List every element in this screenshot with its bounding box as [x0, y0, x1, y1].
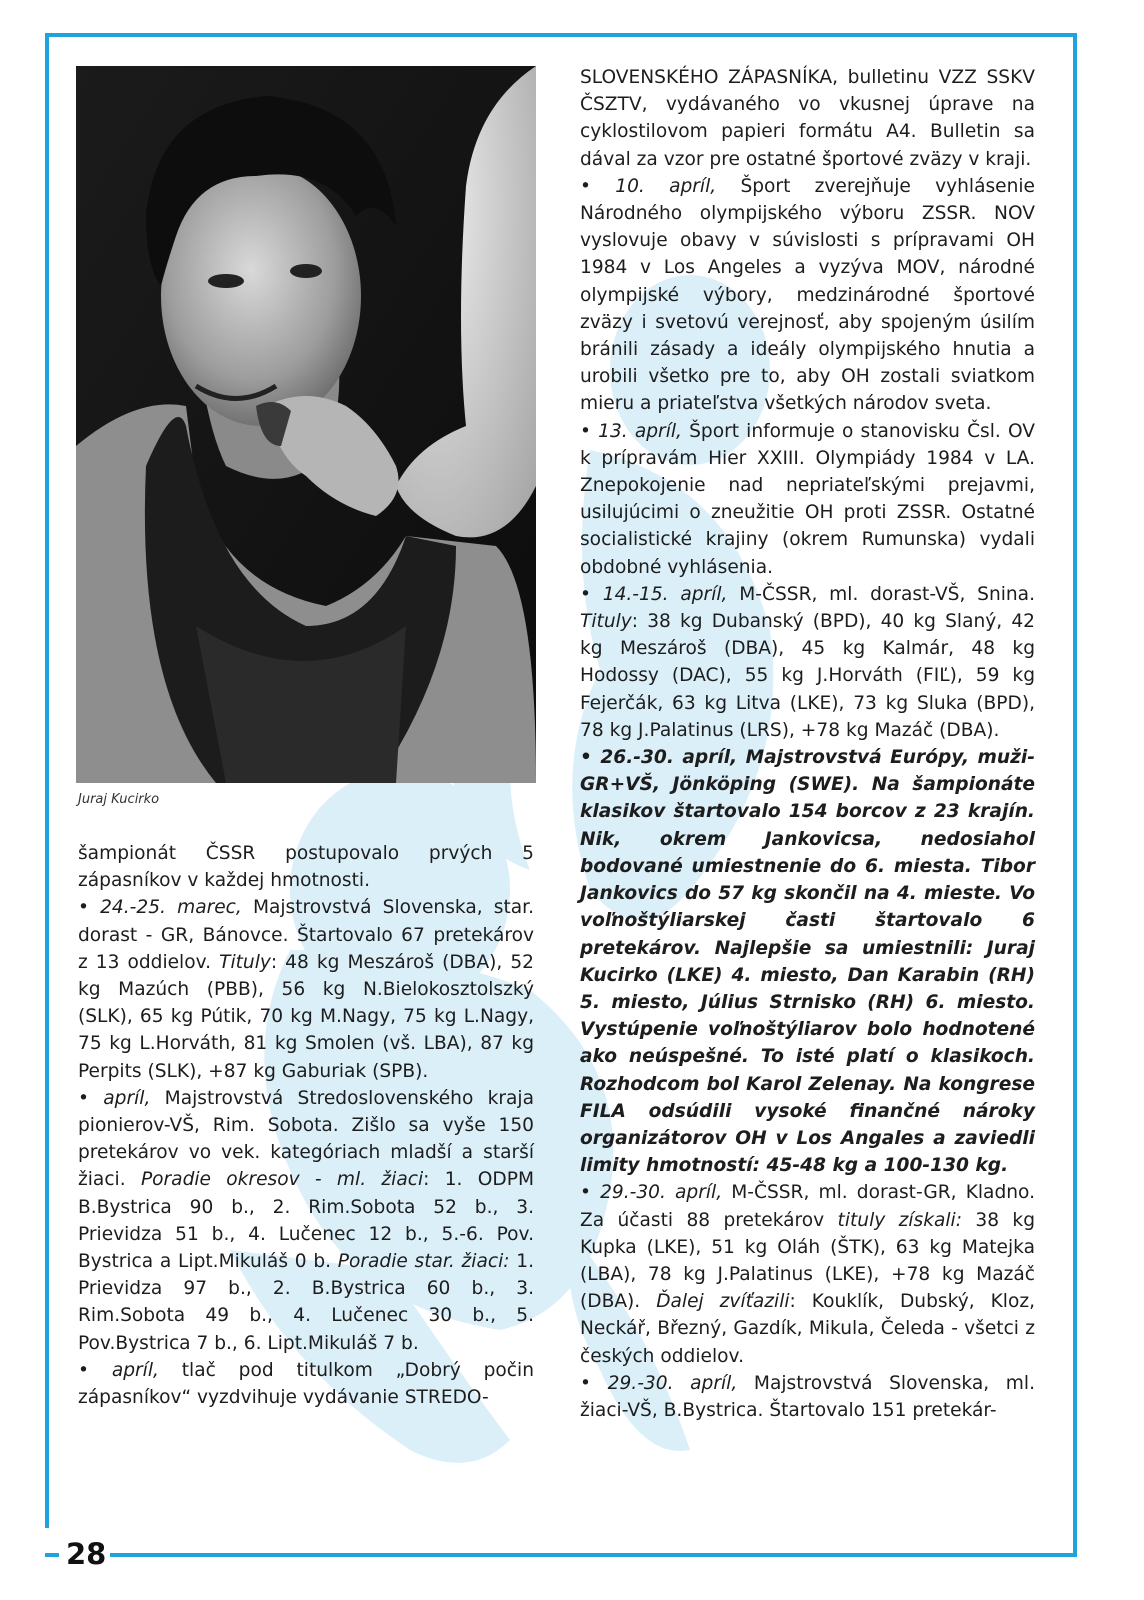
entry-april-10: • 10. apríl, Šport zverejňuje vyhlásenie Národného olympijského výboru ZSSR. NOV vyslovuje obavy v súvislosti s prípravami OH 1984 v Los Angeles a vyzýva MOV, národné olympijské výbory, medzinárodné športové zväzy i svetovú verejnosť, aby spojeným úsilím bránili zásady a ideály olympijského hnutia a urobili všetko pre to, aby OH zostali sviatkom mieru a priateľstva všetkých národov sveta.: [580, 175, 1035, 415]
page-frame-bottom: [110, 1553, 1077, 1557]
entry-date: • apríl,: [78, 1359, 159, 1381]
left-column: [78, 840, 534, 1411]
entry-april-29-kladno: • 29.-30. apríl, M-ČSSR, ml. dorast-GR, Kladno. Za účasti 88 pretekárov tituly získali: 38 kg Kupka (LKE), 51 kg Oláh (ŠTK), 63 kg Matejka (LBA), 78 kg J.Palatinus (LKE), +78 kg Mazáč (DBA). Ďalej zvíťazili: Kouklík, Dubský, Kloz, Neckář, Březný, Gazdík, Mikula, Čeleda - všetci z českých oddielov.: [580, 1182, 1035, 1367]
wrestler-photo: [76, 66, 536, 783]
entry-date: • 14.-15. apríl,: [580, 583, 728, 605]
page-frame-bottom-left: [45, 1553, 59, 1557]
entry-april-13: • 13. apríl, Šport informuje o stanovisku Čsl. OV k prípravám Hier XXIII. Olympiády 1984 v LA. Znepokojenie nad nepriateľskými prejavmi, usilujúcimi o zneužitie OH proti ZSSR. Ostatné socialistické krajiny (okrem Rumunska) vydali obdobné vyhlásenia.: [580, 420, 1035, 578]
entry-april-14: • 14.-15. apríl, M-ČSSR, ml. dorast-VŠ, Snina. Tituly: 38 kg Dubanský (BPD), 40 kg Slaný, 42 kg Meszároš (DBA), 45 kg Kalmár, 48 kg Hodossy (DAC), 55 kg J.Horváth (FIĽ), 59 kg Fejerčák, 63 kg Litva (LKE), 73 kg Sluka (BPD), 78 kg J.Palatinus (LRS), +78 kg Mazáč (DBA).: [580, 583, 1035, 741]
entry-april-regional: • apríl, Majstrovstvá Stredoslovenského kraja pionierov-VŠ, Rim. Sobota. Zišlo sa vyše 150 pretekárov vo vek. kategóriach mladší a starší žiaci. Poradie okresov - ml. žiaci: 1. ODPM B.Bystrica 90 b., 2. Rim.Sobota 52 b., 3. Prievidza 51 b., 4. Lučenec 12 b., 5.-6. Pov. Bystrica a Lipt.Mikuláš 0 b. Poradie star. žiaci: 1. Prievidza 97 b., 2. B.Bystrica 60 b., 3. Rim.Sobota 49 b., 4. Lučenec 30 b., 5. Pov.Bystrica 7 b., 6. Lipt.Mikuláš 7 b.: [78, 1087, 534, 1354]
page-frame-right: [1073, 33, 1077, 1556]
entry-april-press: • apríl, tlač pod titulkom „Dobrý počin zápasníkov“ vyzdvihuje vydávanie STREDO-: [78, 1359, 534, 1409]
entry-date: • apríl,: [78, 1087, 151, 1109]
entry-date: • 13. apríl,: [580, 420, 682, 442]
entry-april-29-bystrica: • 29.-30. apríl, Majstrovstvá Slovenska, ml. žiaci-VŠ, B.Bystrica. Štartovalo 151 pretekár-: [580, 1372, 1035, 1421]
entry-date: • 29.-30. apríl,: [580, 1372, 738, 1394]
right-intro: SLOVENSKÉHO ZÁPASNÍKA, bulletinu VZZ SSKV ČSZTV, vydávaného vo vkusnej úprave na cyklostilovom papieri formátu A4. Bulletin sa dával za vzor pre ostatné športové zväzy v kraji.: [580, 67, 1035, 170]
wrestler-photo-image: [76, 66, 536, 783]
right-column: [580, 64, 1035, 1424]
photo-caption: Juraj Kucirko: [78, 792, 160, 807]
left-intro: šampionát ČSSR postupovalo prvých 5 zápasníkov v každej hmotnosti.: [78, 843, 534, 892]
page-frame-left: [45, 33, 49, 1528]
page-frame-top: [45, 33, 1075, 37]
entry-date: • 26.-30. apríl, Majstrovstvá Európy, muži-GR+VŠ, Jönköping (SWE).: [580, 747, 1035, 796]
entry-european-championship: • 26.-30. apríl, Majstrovstvá Európy, muži-GR+VŠ, Jönköping (SWE). Na šampionáte klasikov štartovalo 154 borcov z 23 krajín. Nik, okrem Jankovicsa, nedosiahol bodované umiestnenie do 6. miesta. Tibor Jankovics do 57 kg skončil na 4. mieste. Vo voľnoštýliarskej časti štartovalo 6 pretekárov. Najlepšie sa umiestnili: Juraj Kucirko (LKE) 4. miesto, Dan Karabin (RH) 5. miesto, Július Strnisko (RH) 6. miesto. Vystúpenie voľnoštýliarov bolo hodnotené ako neúspešné. To isté platí o klasikoch. Rozhodcom bol Karol Zelenay. Na kongrese FILA odsúdili vysoké finančné nároky organizátorov OH v Los Angales a zaviedli limity hmotností: 45-48 kg a 100-130 kg.: [580, 747, 1035, 1177]
entry-march-24: • 24.-25. marec, Majstrovstvá Slovenska, star. dorast - GR, Bánovce. Štartovalo 67 pretekárov z 13 oddielov. Tituly: 48 kg Meszároš (DBA), 52 kg Mazúch (PBB), 56 kg N.Bielokosztolszký (SLK), 65 kg Pútik, 70 kg M.Nagy, 75 kg L.Nagy, 75 kg L.Horváth, 81 kg Smolen (vš. LBA), 87 kg Perpits (SLK), +87 kg Gaburiak (SPB).: [78, 897, 535, 1082]
entry-date: • 24.-25. marec,: [78, 897, 242, 919]
entry-date: • 10. apríl,: [580, 175, 717, 197]
page-number: 28: [66, 1537, 107, 1571]
entry-date: • 29.-30. apríl,: [580, 1182, 723, 1204]
